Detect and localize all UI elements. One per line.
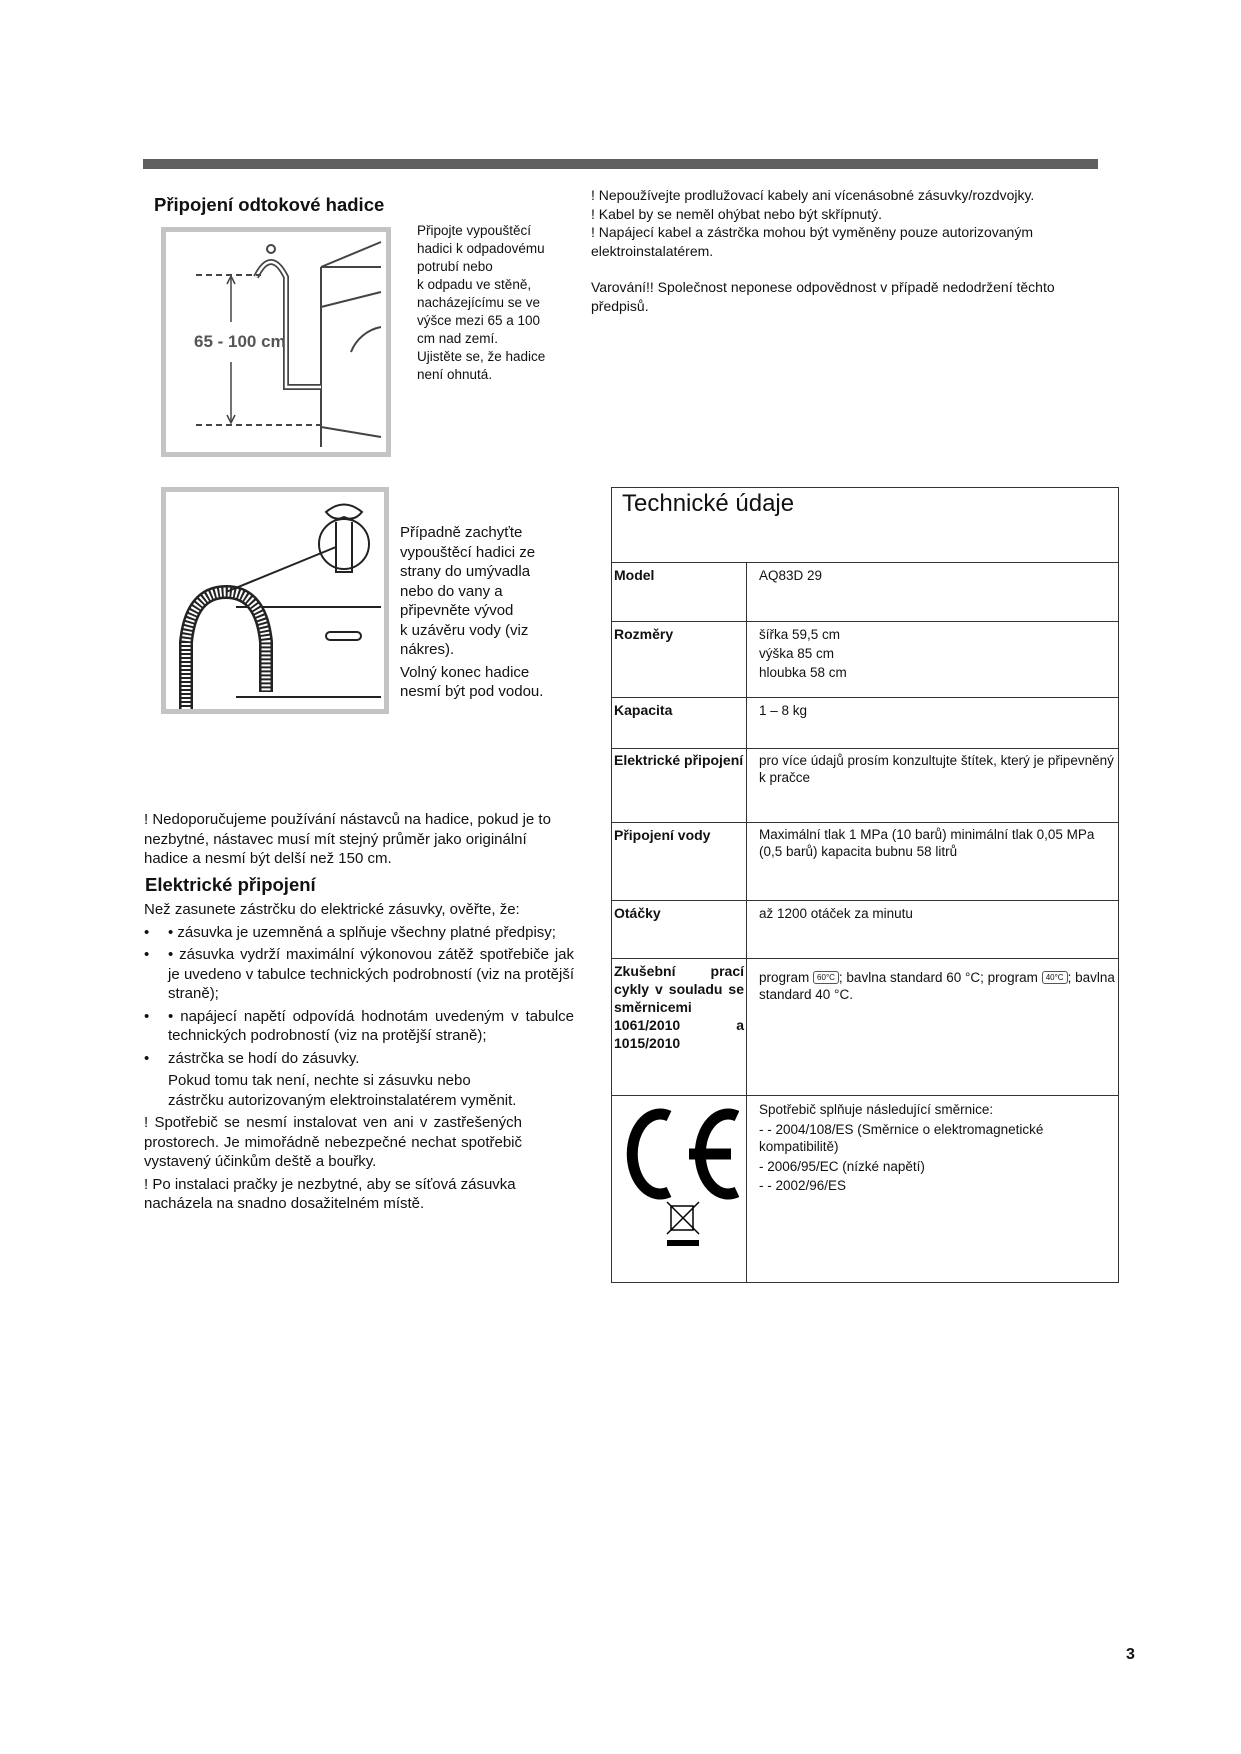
ce-mark-icon [619, 1104, 739, 1254]
text-line: nebo do vany a [400, 582, 503, 600]
text-line: Připojte vypouštěcí [417, 223, 532, 238]
compliance-marks [612, 1096, 747, 1283]
program-60-icon: 60°C [813, 971, 839, 984]
warnings-block [591, 186, 1111, 315]
text-line: Případně zachyťte [400, 524, 523, 541]
liability-warning: Varování!! Společnost neponese odpovědnost v případě nedodržení těchto předpisů. [591, 279, 1055, 314]
text-line: hadici k odpadovému [417, 241, 545, 256]
page-number: 3 [1126, 1646, 1135, 1663]
text-line: cm nad zemí. [417, 331, 499, 346]
spec-key: Model [612, 563, 747, 622]
electrical-heading: Elektrické připojení [145, 874, 316, 895]
sink-hose-illustration [161, 487, 389, 714]
table-row [612, 1096, 1119, 1283]
text-line: potrubí nebo [417, 259, 493, 274]
drain-hose-text-2 [400, 523, 600, 702]
drain-hose-text-1 [417, 222, 577, 384]
weee-bin-icon [667, 1202, 699, 1246]
spec-value: Maximální tlak 1 MPa (10 barů) minimální tlak 0,05 MPa (0,5 barů) kapacita bubnu 58 litrů [747, 823, 1119, 901]
spec-value: 1 – 8 kg [747, 698, 1119, 749]
bullet-item: • • zásuvka vydrží maximální výkonovou zátěž spotřebiče jak je uvedeno v tabulce technických podrobností (viz na protější straně); [144, 946, 574, 1002]
text-line: strany do umývadla [400, 563, 531, 580]
drain-height-illustration [161, 227, 391, 457]
bullet-item: • • napájecí napětí odpovídá hodnotám uvedeným v tabulce technických podrobností (viz na protější straně); [144, 1007, 574, 1044]
spec-value: program 60°C ; bavlna standard 60 °C; program 40°C ; bavlna standard 40 °C. [747, 959, 1119, 1096]
text-line: k uzávěru vody (viz [400, 621, 529, 639]
text-line: k odpadu ve stěně, [417, 277, 532, 292]
height-label: 65 - 100 cm [194, 332, 286, 351]
spec-key: Kapacita [612, 698, 747, 749]
spec-value: AQ83D 29 [747, 563, 1119, 622]
text-line: Volný konec hadice [400, 663, 530, 681]
header-bar [143, 159, 1098, 169]
program-40-icon: 40°C [1042, 971, 1068, 984]
spec-key: Rozměry [612, 622, 747, 698]
bullet-item: • zástrčka se hodí do zásuvky. [144, 1049, 360, 1067]
electrical-section [144, 900, 574, 1214]
warning-line: ! Kabel by se neměl ohýbat nebo být skřípnutý. [591, 205, 883, 222]
bullet-item: • • zásuvka je uzemněná a splňuje všechny platné předpisy; [144, 923, 556, 941]
text-line: nacházejícímu se ve [417, 295, 541, 310]
warning-line: ! Napájecí kabel a zástrčka mohou být vyměněny pouze autorizovaným elektroinstalatérem. [591, 224, 1034, 259]
table-row [612, 622, 1119, 698]
outdoor-note: ! Spotřebič se nesmí instalovat ven ani v zastřešených prostorech. Je mimořádně nebezpečné nechat spotřebič vystavený účinkům deště a bouřky. [144, 1114, 522, 1170]
spec-value: až 1200 otáček za minutu [747, 901, 1119, 959]
spec-value: pro více údajů prosím konzultujte štítek, který je připevněný k pračce [747, 749, 1119, 823]
spec-title: Technické údaje [612, 488, 1119, 563]
electrical-intro: Než zasunete zástrčku do elektrické zásuvky, ověřte, že: [144, 901, 520, 918]
table-row [612, 823, 1119, 901]
table-row [612, 959, 1119, 1096]
text-line: nesmí být pod vodou. [400, 683, 544, 700]
spec-key: Otáčky [612, 901, 747, 959]
spec-key: Připojení vody [612, 823, 747, 901]
drain-hose-heading: Připojení odtokové hadice [154, 194, 385, 215]
table-row [612, 563, 1119, 622]
text-line: nákres). [400, 641, 455, 658]
extension-note: ! Nedoporučujeme používání nástavců na hadice, pokud je to nezbytné, nástavec musí mít stejný průměr jako originální hadice a nesmí být delší než 150 cm. [144, 811, 551, 867]
text-line: není ohnutá. [417, 367, 493, 382]
replace-note: Pokud tomu tak není, nechte si zásuvku nebo zástrčku autorizovaným elektroinstalatérem vyměnit. [168, 1072, 517, 1109]
spec-table [611, 487, 1119, 1283]
warning-line: ! Nepoužívejte prodlužovací kabely ani vícenásobné zásuvky/rozdvojky. [591, 187, 1035, 203]
directives: Spotřebič splňuje následující směrnice: - - 2004/108/ES (Směrnice o elektromagnetické kompatibilitě) - 2006/95/EC (nízké napětí) - - 2002/96/ES [747, 1096, 1119, 1283]
text-line: výšce mezi 65 a 100 [417, 313, 541, 328]
table-row [612, 901, 1119, 959]
text-line: připevněte vývod [400, 602, 514, 619]
table-row [612, 749, 1119, 823]
socket-note: ! Po instalaci pračky je nezbytné, aby se síťová zásuvka nacházela na snadno dosažitelném místě. [144, 1175, 516, 1212]
spec-key: Elektrické připojení [612, 749, 747, 823]
text-line: vypouštěcí hadici ze [400, 543, 536, 561]
table-row [612, 698, 1119, 749]
spec-value: šířka 59,5 cm výška 85 cm hloubka 58 cm [747, 622, 1119, 698]
text-line: Ujistěte se, že hadice [417, 349, 546, 364]
spec-key: Zkušební prací cykly v souladu se směrnicemi 1061/2010 a 1015/2010 [612, 959, 747, 1096]
